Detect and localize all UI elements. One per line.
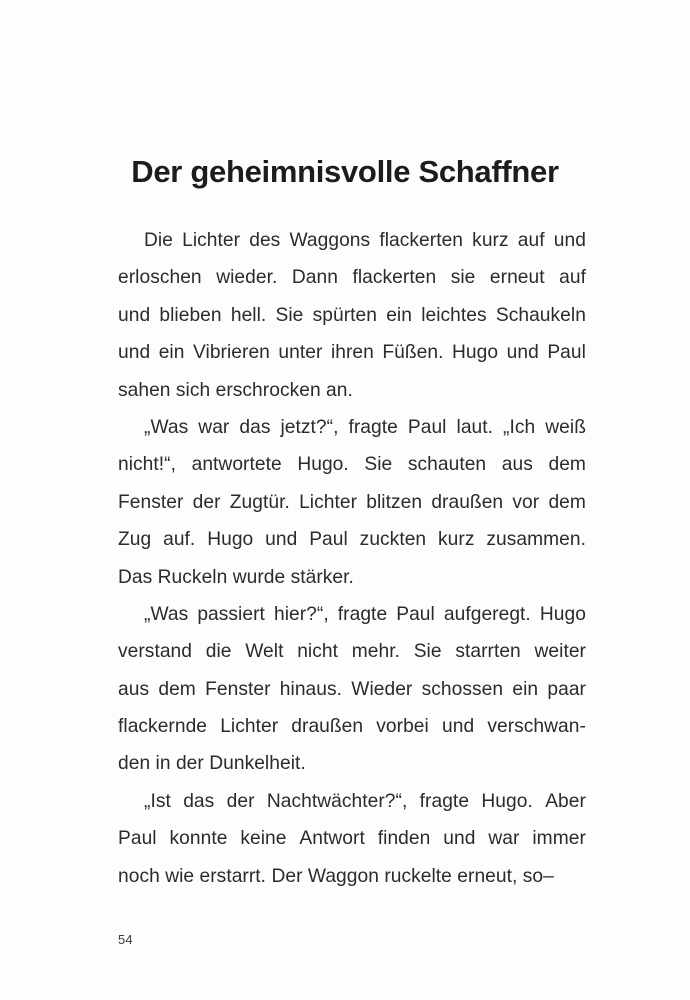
text-line: Das Ruckeln wurde stärker.	[118, 566, 354, 588]
word: die	[205, 641, 232, 663]
word: war	[488, 828, 520, 850]
word: keine	[240, 828, 287, 850]
word: das	[239, 416, 271, 438]
word: unter	[278, 342, 323, 364]
text-line	[118, 297, 586, 334]
word: blitzen	[366, 491, 423, 513]
paragraph	[118, 783, 586, 895]
text-line: noch wie erstarrt. Der Waggon ruckelte erneut, so–	[118, 865, 554, 887]
word: Hugo	[452, 342, 499, 364]
word: und	[118, 304, 151, 326]
text-line	[118, 596, 586, 633]
word: des	[249, 230, 281, 251]
word: Sie	[275, 304, 304, 326]
word: Vibrieren	[193, 342, 270, 364]
text-line	[118, 671, 586, 708]
text-line	[118, 820, 586, 857]
word: Hugo	[207, 529, 254, 551]
word: antwortete	[191, 454, 282, 476]
word: nicht!“,	[118, 454, 176, 476]
word: dem	[548, 491, 586, 513]
word: Die	[144, 230, 173, 251]
word: Nachtwächter?“,	[266, 790, 408, 812]
word: und	[265, 529, 298, 551]
word: und	[442, 716, 475, 738]
word: Hugo	[539, 603, 586, 625]
word: Paul	[118, 828, 157, 850]
word: schossen	[421, 678, 504, 700]
word: erneut	[489, 267, 545, 289]
word: Hugo.	[481, 790, 533, 812]
word: Paul	[396, 603, 435, 625]
word: blieben	[159, 304, 222, 326]
text-line	[118, 708, 586, 745]
text-line	[118, 222, 586, 259]
word: auf	[559, 267, 586, 289]
word: Waggons	[289, 230, 371, 251]
word: Lichter	[182, 230, 241, 251]
word: verstand	[118, 641, 192, 663]
word: dem	[158, 678, 196, 700]
word: kurz	[472, 230, 509, 251]
word: ein	[386, 304, 412, 326]
word: verschwan-	[487, 716, 586, 738]
word: Antwort	[299, 828, 365, 850]
word: Sie	[413, 641, 442, 663]
word: flackerten	[379, 230, 464, 251]
word: fragte	[419, 790, 470, 812]
word: draußen	[291, 716, 364, 738]
text-line	[118, 783, 586, 820]
word: flackerten	[352, 267, 437, 289]
word: draußen	[431, 491, 504, 513]
word: nicht	[297, 641, 338, 663]
word: hinaus.	[279, 678, 343, 700]
page-number: 54	[118, 932, 133, 947]
text-line	[118, 484, 586, 521]
word: dem	[548, 454, 586, 476]
text-line	[118, 446, 586, 483]
word: passiert	[197, 603, 265, 625]
word: fragte	[337, 603, 388, 625]
word: ein	[512, 678, 539, 700]
word: Lichter	[299, 491, 358, 513]
word: immer	[532, 828, 586, 850]
word: ihren	[330, 342, 374, 364]
word: flackernde	[118, 716, 208, 738]
paragraph	[118, 409, 586, 596]
word: „Was	[144, 603, 189, 625]
word: ein	[158, 342, 185, 364]
word: wieder.	[216, 267, 278, 289]
word: auf.	[163, 529, 196, 551]
word: schauten	[407, 454, 487, 476]
word: jetzt?“,	[280, 416, 339, 438]
word: Paul	[407, 416, 447, 438]
word: sie	[450, 267, 476, 289]
word: aus	[501, 454, 533, 476]
word: fragte	[348, 416, 398, 438]
word: erloschen	[118, 267, 202, 289]
paragraph	[118, 596, 586, 783]
text-line	[118, 521, 586, 558]
word: finden	[377, 828, 431, 850]
word: „Was	[144, 416, 189, 438]
word: und	[553, 230, 586, 251]
word: konnte	[169, 828, 228, 850]
paragraph	[118, 222, 586, 409]
text-line: den in der Dunkelheit.	[118, 753, 306, 775]
word: Dann	[291, 267, 338, 289]
word: „Ich	[503, 416, 536, 438]
text-line	[118, 334, 586, 371]
text-line	[118, 633, 586, 670]
word: hell.	[230, 304, 267, 326]
word: vor	[512, 491, 540, 513]
word: Fenster	[118, 491, 184, 513]
word: Paul	[309, 529, 348, 551]
word: und	[506, 342, 539, 364]
word: starrten	[455, 641, 521, 663]
word: kurz	[438, 529, 475, 551]
body-text	[118, 222, 586, 895]
word: Lichter	[220, 716, 279, 738]
word: Sie	[364, 454, 393, 476]
word: Hugo.	[297, 454, 349, 476]
page-title: Der geheimnisvolle Schaffner	[131, 153, 559, 189]
word: der	[226, 790, 255, 812]
text-line	[118, 259, 586, 296]
word: Zugtür.	[229, 491, 290, 513]
word: mehr.	[351, 641, 400, 663]
word: Schaukeln	[495, 304, 586, 326]
word: laut.	[456, 416, 494, 438]
word: der	[192, 491, 221, 513]
word: das	[183, 790, 215, 812]
word: Füßen.	[382, 342, 444, 364]
word: Welt	[245, 641, 284, 663]
word: zuckten	[359, 529, 427, 551]
word: auf	[517, 230, 545, 251]
text-line	[118, 409, 586, 446]
word: und	[443, 828, 476, 850]
word: paar	[547, 678, 586, 700]
word: vorbei	[376, 716, 429, 738]
word: hier?“,	[273, 603, 329, 625]
word: „Ist	[144, 790, 171, 812]
word: aufgeregt.	[443, 603, 531, 625]
word: Paul	[547, 342, 586, 364]
word: Aber	[545, 790, 586, 812]
word: aus	[118, 678, 150, 700]
word: Wieder	[351, 678, 413, 700]
word: und	[118, 342, 151, 364]
word: spürten	[312, 304, 377, 326]
word: Zug	[118, 529, 152, 551]
word: war	[198, 416, 230, 438]
text-line: sahen sich erschrocken an.	[118, 379, 353, 401]
word: leichtes	[421, 304, 487, 326]
word: weiter	[534, 641, 586, 663]
word: zusammen.	[486, 529, 586, 551]
word: weiß	[545, 416, 586, 438]
word: Fenster	[205, 678, 271, 700]
